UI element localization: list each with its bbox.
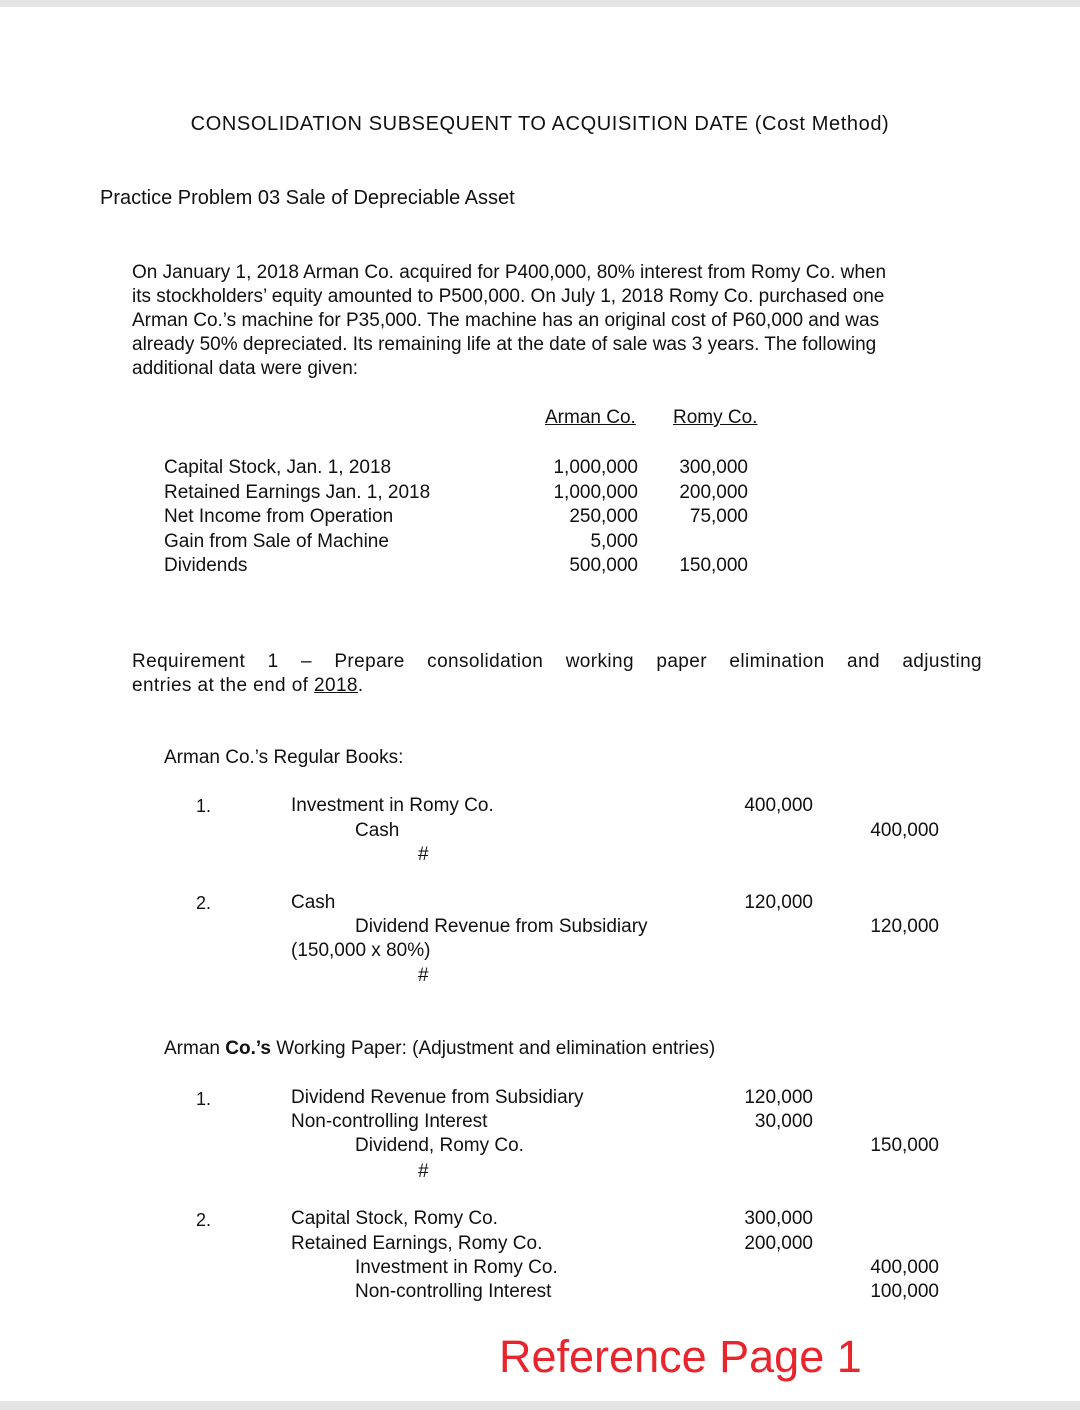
row-label: Gain from Sale of Machine (164, 530, 389, 552)
problem-line: its stockholders’ equity amounted to P500,000. On July 1, 2018 Romy Co. purchased one (132, 286, 885, 307)
debit-amount: 200,000 (744, 1233, 813, 1254)
credit-account: Non-controlling Interest (355, 1281, 552, 1302)
row-label: Net Income from Operation (164, 506, 394, 527)
arman-value: 250,000 (569, 506, 638, 527)
entry-number: 1. (196, 796, 212, 816)
credit-account: Dividend Revenue from Subsidiary (355, 916, 648, 937)
data-table-romy-values (648, 456, 748, 579)
credit-amount: 150,000 (870, 1135, 939, 1156)
entry-marker: # (418, 844, 429, 865)
problem-statement (132, 261, 982, 381)
problem-line: On January 1, 2018 Arman Co. acquired for P400,000, 80% interest from Romy Co. when (132, 262, 887, 283)
regular-books-heading: Arman Co.’s Regular Books: (164, 747, 404, 768)
data-table-arman-values (538, 456, 638, 579)
requirement-line-1: Requirement 1 – Prepare consolidation working paper elimination and adjusting (132, 651, 982, 672)
requirement-line-2 (132, 674, 982, 698)
column-header-arman: Arman Co. (545, 407, 636, 428)
debit-account: Capital Stock, Romy Co. (291, 1208, 498, 1229)
debit-account: Non-controlling Interest (291, 1111, 488, 1132)
arman-value: 1,000,000 (553, 457, 638, 478)
problem-line: Arman Co.’s machine for P35,000. The machine has an original cost of P60,000 and was (132, 310, 880, 331)
debit-amount: 30,000 (754, 1111, 813, 1132)
entry-number: 1. (196, 1089, 212, 1109)
debit-amount: 120,000 (744, 892, 813, 913)
debit-account: Investment in Romy Co. (291, 795, 494, 816)
credit-account: Investment in Romy Co. (355, 1257, 558, 1278)
debit-amount: 120,000 (744, 1087, 813, 1108)
reference-page-label: Reference Page 1 (499, 1331, 862, 1382)
credit-account: Dividend, Romy Co. (355, 1135, 524, 1156)
data-table-labels (164, 456, 430, 579)
row-label: Retained Earnings Jan. 1, 2018 (164, 481, 431, 503)
credit-amount: 400,000 (870, 1257, 939, 1278)
romy-value: 150,000 (679, 555, 748, 576)
requirement-year: 2018 (314, 675, 358, 696)
debit-amount: 400,000 (744, 795, 813, 816)
credit-amount: 100,000 (870, 1281, 939, 1302)
entry-note: (150,000 x 80%) (291, 940, 431, 961)
credit-amount: 400,000 (870, 820, 939, 841)
row-label: Dividends (164, 555, 248, 576)
working-paper-heading-suffix: Working Paper: (Adjustment and elimination entries) (271, 1038, 716, 1059)
debit-account: Dividend Revenue from Subsidiary (291, 1087, 584, 1108)
problem-line: additional data were given: (132, 358, 359, 379)
arman-value: 5,000 (590, 530, 638, 552)
working-paper-heading (164, 1038, 715, 1060)
credit-amount: 120,000 (870, 916, 939, 937)
document-page (0, 7, 1080, 1401)
working-paper-heading-prefix: Arman (164, 1038, 226, 1059)
requirement-line-2-prefix: entries at the end of (132, 675, 315, 696)
entry-number: 2. (196, 1210, 212, 1230)
credit-account: Cash (355, 820, 400, 841)
romy-value: 300,000 (679, 457, 748, 478)
problem-subtitle: Practice Problem 03 Sale of Depreciable Asset (100, 187, 515, 209)
debit-account: Cash (291, 892, 336, 913)
problem-line: already 50% depreciated. Its remaining life at the date of sale was 3 years. The following (132, 334, 877, 355)
row-label: Capital Stock, Jan. 1, 2018 (164, 457, 392, 478)
debit-account: Retained Earnings, Romy Co. (291, 1233, 543, 1254)
column-header-romy: Romy Co. (673, 407, 758, 428)
working-paper-heading-bold: Co.’s (225, 1038, 271, 1059)
entry-marker: # (418, 1161, 429, 1182)
arman-value: 1,000,000 (553, 481, 638, 503)
requirement-statement (132, 650, 982, 698)
romy-value: 200,000 (679, 481, 748, 503)
requirement-line-2-suffix: . (357, 675, 364, 696)
arman-value: 500,000 (569, 555, 638, 576)
debit-amount: 300,000 (744, 1208, 813, 1229)
entry-number: 2. (196, 893, 212, 913)
entry-marker: # (418, 965, 429, 986)
romy-value: 75,000 (689, 506, 748, 527)
romy-value (648, 530, 748, 555)
page-title: CONSOLIDATION SUBSEQUENT TO ACQUISITION DATE (Cost Method) (190, 113, 890, 135)
